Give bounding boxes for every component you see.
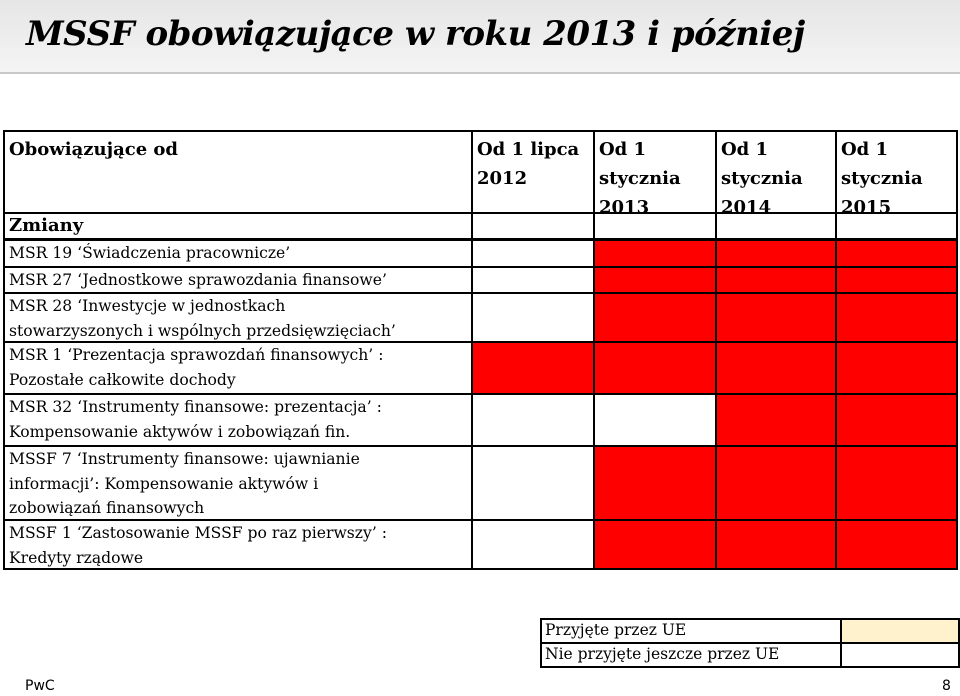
- row-label-line2: Pozostałe całkowite dochody: [9, 370, 236, 389]
- column-header-line1: Od 1: [721, 139, 769, 160]
- status-cell-red: [473, 343, 593, 393]
- row-label-line1: MSSF 1 ‘Zastosowanie MSSF po raz pierwszy’ :: [9, 524, 387, 542]
- row-label-line2: stowarzyszonych i wspólnych przedsięwzięciach’: [9, 321, 396, 340]
- legend-not-adopted-label: Nie przyjęte jeszcze przez UE: [542, 644, 840, 666]
- row-label: [5, 395, 471, 445]
- legend-not-adopted-swatch: [842, 644, 958, 666]
- status-cell-red: [595, 447, 715, 519]
- column-header-line2: stycznia: [841, 168, 923, 189]
- slide-title: MSSF obowiązujące w roku 2013 i później: [26, 14, 805, 54]
- column-header-line1: Od 1: [599, 139, 647, 160]
- row-label-line2: Kompensowanie aktywów i zobowiązań fin.: [9, 422, 351, 441]
- status-cell-none: [473, 447, 593, 519]
- column-header-line2: 2012: [477, 168, 528, 189]
- row-label: [5, 294, 471, 341]
- status-cell-none: [595, 395, 715, 445]
- row-label-line1: MSSF 7 ‘Instrumenty finansowe: ujawnianie: [9, 450, 360, 468]
- title-divider: [0, 72, 960, 74]
- column-header-line2: stycznia: [721, 168, 803, 189]
- status-cell-red: [837, 268, 956, 292]
- section-changes: [5, 214, 471, 238]
- row-label: [5, 268, 471, 292]
- status-cell-red: [595, 343, 715, 393]
- status-cell-red: [717, 294, 835, 341]
- column-header-line1: Od 1: [841, 139, 889, 160]
- status-cell-red: [837, 395, 956, 445]
- status-cell-red: [595, 268, 715, 292]
- status-cell-red: [595, 521, 715, 568]
- status-cell-red: [837, 447, 956, 519]
- row-label-line1: MSR 28 ‘Inwestycje w jednostkach: [9, 297, 286, 315]
- status-cell-none: [473, 268, 593, 292]
- status-cell-red: [717, 521, 835, 568]
- row-label: [5, 343, 471, 393]
- status-cell-none: [473, 521, 593, 568]
- row-label-line1: MSR 27 ‘Jednostkowe sprawozdania finansowe’: [9, 271, 387, 289]
- section-blank-cell: [717, 214, 835, 238]
- status-cell-red: [717, 268, 835, 292]
- status-cell-red: [837, 521, 956, 568]
- status-cell-red: [595, 294, 715, 341]
- column-header-2: [595, 132, 715, 212]
- legend-adopted-label: Przyjęte przez UE: [542, 620, 840, 642]
- footer-brand: PwC: [25, 678, 55, 694]
- status-cell-none: [473, 241, 593, 266]
- column-header-line2: stycznia: [599, 168, 681, 189]
- status-cell-red: [717, 395, 835, 445]
- column-header-line3: 2014: [721, 197, 772, 212]
- header-label: Obowiązujące od: [9, 139, 179, 160]
- legend-adopted-swatch: [842, 620, 958, 642]
- row-label: [5, 241, 471, 266]
- status-cell-red: [717, 343, 835, 393]
- status-cell-red: [837, 343, 956, 393]
- status-cell-red: [717, 241, 835, 266]
- status-cell-none: [473, 395, 593, 445]
- row-label-line1: MSR 32 ‘Instrumenty finansowe: prezentacja’ :: [9, 398, 382, 416]
- status-cell-none: [473, 294, 593, 341]
- column-header-3: [717, 132, 835, 212]
- standards-table: [3, 130, 958, 570]
- status-cell-red: [717, 447, 835, 519]
- row-label-line3: zobowiązań finansowych: [9, 499, 205, 517]
- column-header-4: [837, 132, 956, 212]
- legend: [540, 618, 960, 668]
- status-cell-red: [595, 241, 715, 266]
- slide-title-bar: [0, 0, 960, 72]
- header-effective-from: [5, 132, 471, 212]
- column-header-line3: 2013: [599, 197, 650, 212]
- row-label: [5, 521, 471, 568]
- column-header-line1: Od 1 lipca: [477, 139, 580, 160]
- section-label: Zmiany: [9, 215, 84, 236]
- row-label-line2: informacji’: Kompensowanie aktywów i: [9, 474, 319, 493]
- page-number: 8: [942, 678, 951, 694]
- section-blank-cell: [595, 214, 715, 238]
- row-label-line1: MSR 1 ‘Prezentacja sprawozdań finansowych’ :: [9, 346, 384, 364]
- section-blank-cell: [837, 214, 956, 238]
- row-label-line1: MSR 19 ‘Świadczenia pracownicze’: [9, 244, 291, 262]
- row-label: [5, 447, 471, 519]
- row-label-line2: Kredyty rządowe: [9, 548, 144, 567]
- column-header-line3: 2015: [841, 197, 892, 212]
- status-cell-red: [837, 241, 956, 266]
- status-cell-red: [837, 294, 956, 341]
- column-header-1: [473, 132, 593, 212]
- section-blank-cell: [473, 214, 593, 238]
